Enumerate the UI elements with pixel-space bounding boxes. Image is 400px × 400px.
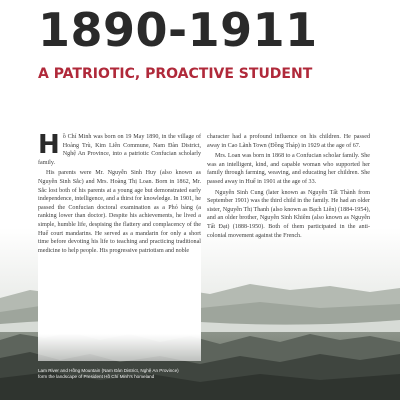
article-paragraph: character had a profound influence on his children. He passed away in Cao Lãnh Town (Đồng Tháp) in 1929 at the age of 67.: [207, 134, 370, 149]
photo-caption-line: Lam River and Hồng Mountain (Nam Đàn District, Nghệ An Province): [38, 368, 179, 373]
photo-caption: [38, 368, 228, 380]
article-left-column: [38, 133, 201, 361]
article-paragraph: His parents were Mr. Nguyễn Sinh Huy (also known as Nguyễn Sinh Sắc) and Mrs. Hoàng Thị Loan. Born in 1862, Mr. Sắc lost both of his parents at a young age but demonstrated early independence, intelligence, and a thirst for knowledge. In 1901, he passed the Confucian doctoral examination as a Phó bảng (a ranking lower than doctor). Despite his achievements, he lived a simple, humble life, despising the flattery and complacency of the Huế court mandarins. He served as a mandarin for only a short time before devoting his life to teaching and practicing traditional medicine to help people. His progressive patriotism and noble: [38, 170, 201, 254]
drop-cap: H: [38, 133, 60, 160]
photo-caption-line: form the landscape of President Hồ Chí Minh's homeland: [38, 374, 155, 379]
article-paragraph: Mrs. Loan was born in 1868 to a Confucian scholar family. She was an intelligent, kind, and capable woman who supported her family through farming, weaving, and educating her children. She passed away in Huế in 1901 at the age of 33.: [207, 153, 370, 185]
page-subtitle: A PATRIOTIC, PROACTIVE STUDENT: [38, 66, 313, 82]
article-paragraph: Hồ Chí Minh was born on 19 May 1890, in the village of Hoàng Trù, Kim Liên Commune, Nam Đàn District, Nghệ An Province, into a patriotic Confucian scholarly family.: [38, 133, 201, 166]
article-right-column: [207, 133, 370, 333]
article-paragraph: Nguyễn Sinh Cung (later known as Nguyễn Tất Thành from September 1901) was the third child in the family. He had an older sister, Nguyễn Thị Thanh (also known as Bạch Liên) (1884-1954), and an older brother, Nguyễn Sinh Khiêm (also known as Nguyễn Tất Đạt) (1888-1950). Both of them participated in the anti-colonial movement against the French.: [207, 189, 370, 239]
page-title: 1890-1911: [38, 3, 318, 57]
